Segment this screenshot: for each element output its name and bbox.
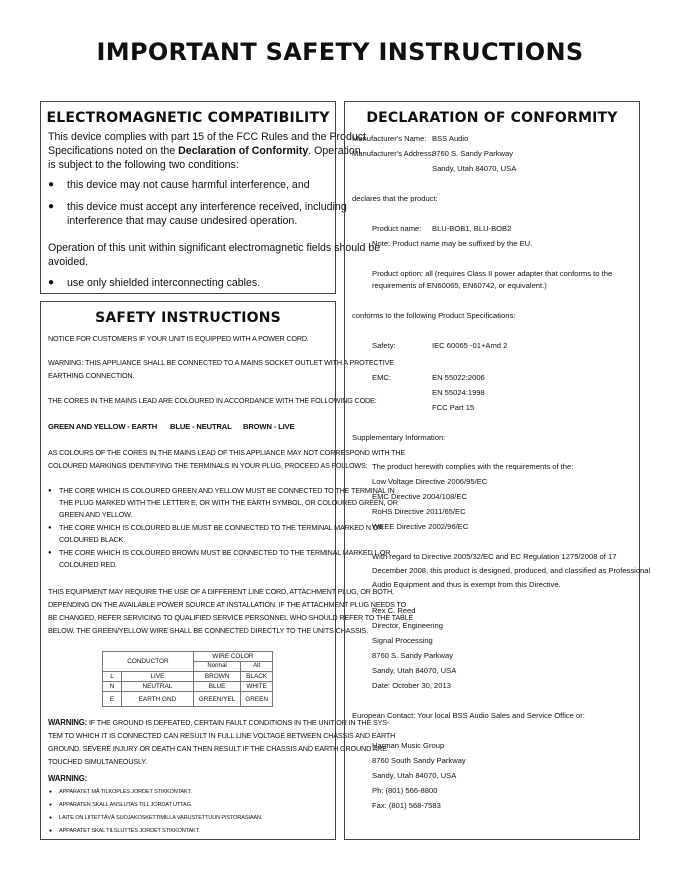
directive-item: RoHS Directive 2011/65/EC [372,507,466,516]
table-row [103,682,273,692]
code-neutral: BLUE - NEUTRAL [170,422,232,431]
address-line1: 8760 S. Sandy Parkway [432,149,514,158]
warning-ground-line3: GROUND. SEVERE INJURY OR DEATH CAN THEN RESULT IF THE CHASSIS AND EARTH GROUND ARE [48,744,387,753]
safety-spec-value: IEC 60065 -01+Amd 2 [432,341,508,350]
declares-text: declares that the product: [352,194,438,203]
emc-box [40,101,381,294]
alt-header: Alt [241,662,273,672]
contact-line: 8760 South Sandy Parkway [372,756,466,765]
table-cell: BLACK [241,672,273,682]
emc-condition-1: this device may not cause harmful interference, and [67,179,310,191]
declaration-ref: Declaration of Conformity [178,145,309,157]
complies-text: The product herewith complies with the requirements of the: [372,462,574,471]
product-name: BLU-BOB1, BLU-BOB2 [432,224,512,233]
directive-item: WEEE Directive 2002/96/EC [372,522,469,531]
bullet-green-line1: THE CORE WHICH IS COLOURED GREEN AND YELLOW MUST BE CONNECTED TO THE TERMINAL IN [59,486,395,495]
table-cell: GREEN/YEL [193,692,240,707]
bullet-blue-line1: THE CORE WHICH IS COLOURED BLUE MUST BE CONNECTED TO THE TERMINAL MARKED N OR [59,523,384,532]
warning-ground-line2: TEM TO WHICH IT IS CONNECTED CAN RESULT IN FULL LINE VOLTAGE BETWEEN CHASSIS AND EARTH [48,731,396,740]
safety-spec-label: Safety: [372,341,396,350]
signatory-line: Sandy, Utah 84070, USA [372,666,457,675]
table-cell: NEUTRAL [122,682,194,692]
code-earth: GREEN AND YELLOW - EARTH [48,422,158,431]
emc-intro-line3: is subject to the following two conditions: [48,159,239,171]
equipment-line4: BELOW. THE GREEN/YELLOW WIRE SHALL BE CONNECTED DIRECTLY TO THE UNITS CHASSIS. [48,626,368,635]
contact-line: Harman Music Group [372,741,445,750]
equipment-line2: DEPENDING ON THE AVAILABLE POWER SOURCE AT INSTALLATION. IF THE ATTACHMENT PLUG NEEDS TO [48,600,407,609]
bullet-icon: ● [48,201,55,212]
table-row [103,672,273,682]
bullet-icon: ● [48,488,52,494]
warning-earth-line1: WARNING: THIS APPLIANCE SHALL BE CONNECTED TO A MAINS SOCKET OUTLET WITH A PROTECTIVE [48,358,394,367]
declaration-heading: DECLARATION OF CONFORMITY [366,110,618,126]
emc-operation-line2: avoided. [48,256,89,268]
cores-intro: THE CORES IN THE MAINS LEAD ARE COLOURED IN ACCORDANCE WITH THE FOLLOWING CODE: [48,396,377,405]
contact-line: Sandy, Utah 84070, USA [372,771,457,780]
supplementary-text: Supplementary Information: [352,433,446,442]
safety-notice: NOTICE FOR CUSTOMERS IF YOUR UNIT IS EQUIPPED WITH A POWER CORD. [48,334,309,343]
wire-color-table [102,651,273,707]
equipment-line1: THIS EQUIPMENT MAY REQUIRE THE USE OF A DIFFERENT LINE CORD, ATTACHMENT PLUG, OR BOTH, [48,587,394,596]
code-live: BROWN - LIVE [243,422,295,431]
signatory-line: Signal Processing [372,636,433,645]
regard-line3: Audio Equipment and thus is exempt from this Directive. [372,580,561,589]
emc-intro-line2 [48,144,361,158]
bullet-icon: ● [48,550,52,556]
bullet-blue-line2: COLOURED BLACK. [59,535,126,544]
table-cell: BLUE [193,682,240,692]
conforms-text: conforms to the following Product Specifications: [352,311,516,320]
directive-item: EMC Directive 2004/108/EC [372,492,467,501]
emc-condition-2: this device must accept any interference received, including [67,201,347,213]
table-row [103,692,273,707]
nordic-no: APPARATET MÅ TILKOPLES JORDET STIKKONTAKT. [59,789,192,795]
product-option-line1: Product option: all (requires Class II power adapter that conforms to the [372,269,613,278]
regard-line2: December 2008, this product is designed, produced, and classified as Professional [372,566,651,575]
regard-line1: With regard to Directive 2005/32/EC and EC Regulation 1275/2008 of 17 [372,552,617,561]
bullet-green-line2: THE PLUG MARKED WITH THE LETTER E, OR WITH THE EARTH SYMBOL, OR COLOURED GREEN, OR [59,498,398,507]
signatory-line: 8760 S. Sandy Parkway [372,651,454,660]
page-title: IMPORTANT SAFETY INSTRUCTIONS [96,38,584,66]
wire-color-header: WIRE COLOR [193,652,272,662]
product-note: Note: Product name may be suffixed by the EU. [372,239,533,248]
table-cell: LIVE [122,672,194,682]
manufacturer-address-label: Manufacturer's Address: [352,149,434,158]
emc-condition-2-cont: interference that may cause undesired operation. [67,215,298,227]
as-colours-line1: AS COLOURS OF THE CORES IN THE MAINS LEAD OF THIS APPLIANCE MAY NOT CORRESPOND WITH THE [48,448,406,457]
bullet-brown-line1: THE CORE WHICH IS COLOURED BROWN MUST BE CONNECTED TO THE TERMINAL MARKED L OR [59,548,391,557]
table-cell: GREEN [241,692,273,707]
bullet-icon: ● [49,789,52,795]
contact-phone: Ph: (801) 566-8800 [372,786,438,795]
table-cell: EARTH GND [122,692,194,707]
manufacturer-name: BSS Audio [432,134,469,143]
emc-shielded: use only shielded interconnecting cables. [67,277,261,289]
product-option-line2: requirements of EN60065, EN60742, or equivalent.) [372,281,547,290]
contact-fax: Fax: (801) 568-7583 [372,801,441,810]
table-cell: WHITE [241,682,273,692]
table-cell: N [103,682,122,692]
table-cell: L [103,672,122,682]
conductor-header: CONDUCTOR [103,652,194,672]
emc-intro-line2c: . Operation [308,145,361,157]
product-name-label: Product name: [372,224,422,233]
bullet-icon: ● [49,815,52,821]
emc-spec-label: EMC: [372,373,391,382]
nordic-fi: LAITE ON LIITETTÄVÄ SUOJAKOSKETTIMILLA VARUSTETTUUN PISTORASIAAN. [59,815,263,821]
warning-ground-label: WARNING: [48,718,88,727]
signatory-date: Date: October 30, 2013 [372,681,451,690]
bullet-icon: ● [48,179,55,190]
emc-intro-line1: This device complies with part 15 of the FCC Rules and the Product [48,131,366,143]
as-colours-line2: COLOURED MARKINGS IDENTIFYING THE TERMINALS IN YOUR PLUG, PROCEED AS FOLLOWS: [48,461,368,470]
emc-spec-value: EN 55022:2006 [432,373,485,382]
safety-heading: SAFETY INSTRUCTIONS [95,310,281,326]
bullet-icon: ● [48,525,52,531]
bullet-green-line3: GREEN AND YELLOW. [59,510,133,519]
nordic-dk: APPARATET SKAL TILSLUTTES JORDET STIKKONTAKT. [59,828,200,834]
address-line2: Sandy, Utah 84070, USA [432,164,517,173]
nordic-se: APPARATEN SKALL ANSLUTAS TILL JORDAT UTTAG. [59,802,193,808]
signatory-line: Director, Engineering [372,621,443,630]
declaration-box [344,101,651,840]
table-cell: E [103,692,122,707]
warning-earth-line2: EARTHING CONNECTION. [48,371,135,380]
warning2-label: WARNING: [48,774,88,783]
directive-item: Low Voltage Directive 2006/95/EC [372,477,488,486]
signatory-line: Rex C. Reed [372,606,416,615]
emc-operation-line1: Operation of this unit within significant electromagnetic fields should be [48,242,381,254]
emc-heading: ELECTROMAGNETIC COMPATIBILITY [46,110,330,126]
manufacturer-name-label: Manufacturer's Name: [352,134,427,143]
emc-spec-value: EN 55024:1998 [432,388,485,397]
bullet-brown-line2: COLOURED RED. [59,560,117,569]
warning-ground-line1 [48,717,389,729]
european-contact: European Contact: Your local BSS Audio Sales and Service Office or: [352,711,585,720]
emc-intro-line2a: Specifications noted on the [48,145,179,157]
equipment-line3: BE CHANGED, REFER SERVICING TO QUALIFIED SERVICE PERSONNEL WHO SHOULD REFER TO THE TABLE [48,613,414,622]
bullet-icon: ● [49,828,52,834]
bullet-icon: ● [48,277,55,288]
bullet-icon: ● [49,802,52,808]
normal-header: Normal [193,662,240,672]
emc-spec-value: FCC Part 15 [432,403,475,412]
warning-ground-line4: TOUCHED SIMULTANEOUSLY. [48,757,147,766]
table-cell: BROWN [193,672,240,682]
warning-ground-text: IF THE GROUND IS DEFEATED, CERTAIN FAULT CONDITIONS IN THE UNIT OR IN THE SYS- [87,718,390,727]
